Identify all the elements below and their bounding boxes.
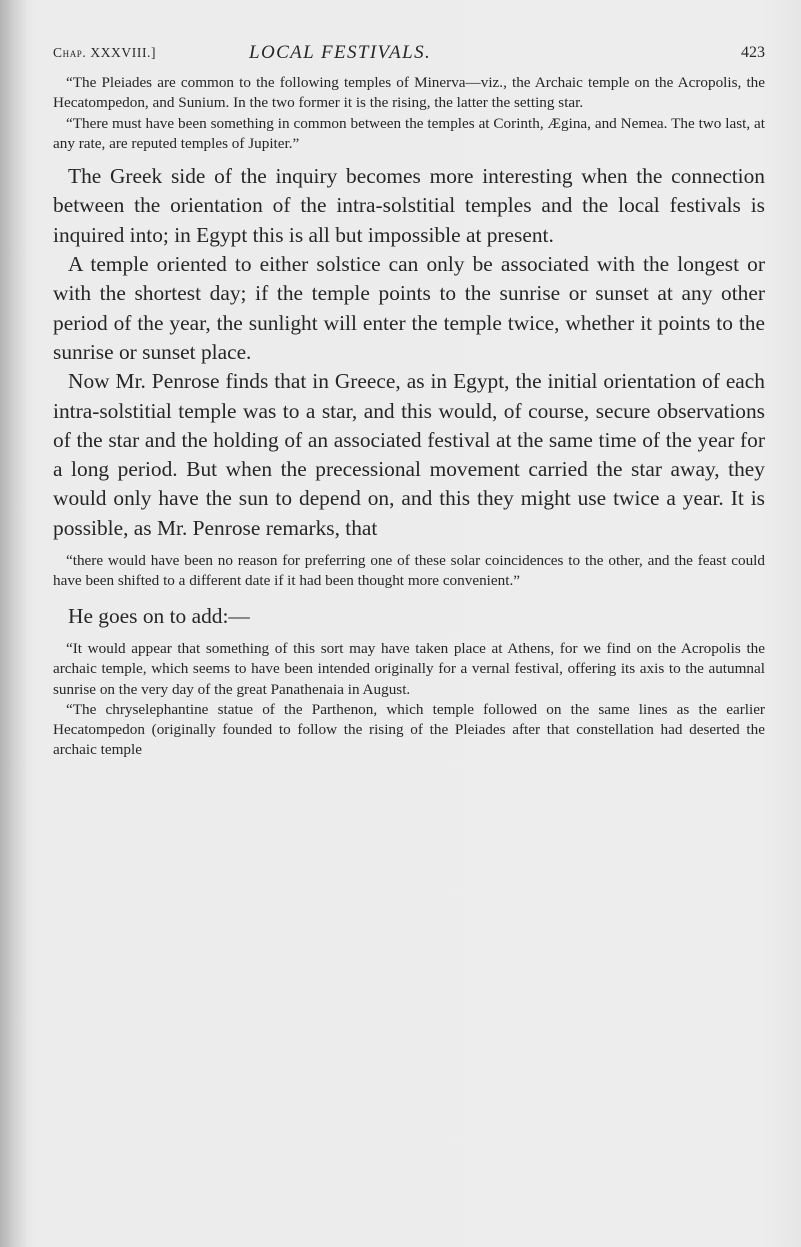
paragraph-he-goes-on: He goes on to add:— [68, 603, 250, 628]
page-gutter-shadow [0, 0, 28, 1247]
paragraph-gap [53, 543, 765, 551]
chapter-reference: Chap. XXXVIII.] [53, 45, 157, 60]
page-number: 423 [741, 44, 765, 61]
running-title: LOCAL FESTIVALS. [249, 42, 432, 63]
paragraph-gap [53, 592, 765, 602]
paragraph-penrose-finds: Now Mr. Penrose finds that in Greece, as in Egypt, the initial orientation of each intra-solstitial temple was to a star, and this would, of course, secure observations of the star and the holding of an associated festival at the same time of the year for a long period. But when the precessional movement carried the star away, they would only have the sun to depend on, and this they might use twice a year. It is possible, as Mr. Penrose remarks, that [53, 369, 765, 540]
running-head [53, 43, 765, 67]
paragraph-greek-side: The Greek side of the inquiry becomes more interesting when the connection between the orientation of the intra-solstitial temples and the local festivals is inquired into; in Egypt this is all but impossible at present. [53, 164, 765, 247]
quote-paragraph-parthenon: “The chryselephantine statue of the Parthenon, which temple followed on the same lines as the earlier Hecatompedon (originally founded to follow the rising of the Pleiades after that constellation had deserted the archaic temple [53, 700, 765, 759]
paragraph-gap [53, 154, 765, 162]
paragraph-solstice-temple: A temple oriented to either solstice can only be associated with the longest or with the shortest day; if the temple points to the sunrise or sunset at any other period of the year, the sunlight will enter the temple twice, whether it points to the sunrise or sunset place. [53, 252, 765, 364]
quote-paragraph-pleiades: “The Pleiades are common to the following temples of Minerva—viz., the Archaic temple on the Acropolis, the Hecatompedon, and Sunium. In the two former it is the rising, the latter the setting star. [53, 74, 765, 112]
page-body [53, 73, 765, 761]
quote-paragraph-athens: “It would appear that something of this sort may have taken place at Athens, for we find on the Acropolis the archaic temple, which seems to have been intended originally for a vernal festival, offering its axis to the autumnal sunrise on the very day of the great Panathenaia in August. [53, 639, 765, 698]
quote-paragraph-solar-coincidences: “there would have been no reason for preferring one of these solar coincidences to the other, and the feast could have been shifted to a different date if it had been thought more convenient.” [53, 552, 765, 590]
quote-paragraph-corinth: “There must have been something in common between the temples at Corinth, Ægina, and Nemea. The two last, at any rate, are reputed temples of Jupiter.” [53, 114, 765, 152]
paragraph-gap [53, 631, 765, 639]
